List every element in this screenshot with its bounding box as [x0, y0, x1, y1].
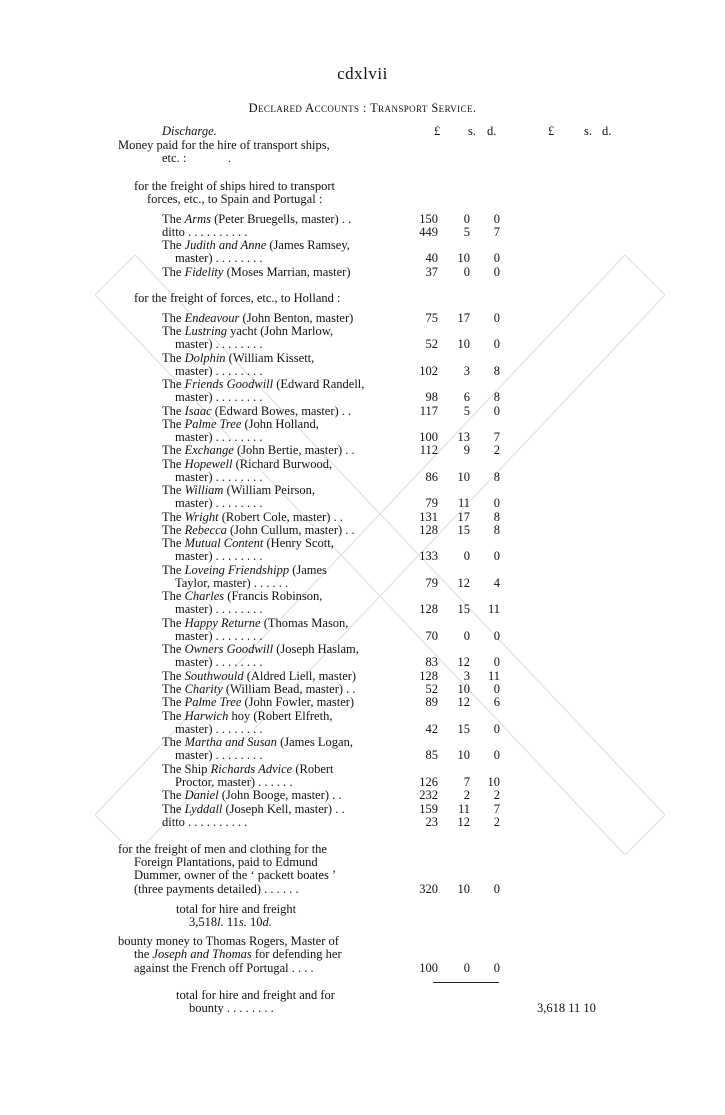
shillings-value: 13 — [457, 430, 470, 444]
pence-value: 0 — [493, 882, 500, 896]
amount-row — [410, 524, 500, 537]
entry-text: (Robert Cole, master) . . — [218, 510, 343, 524]
shillings-value: 0 — [463, 549, 470, 563]
ship-name: Happy Returne — [184, 616, 261, 630]
pounds-value: 232 — [419, 788, 438, 802]
amount-row — [410, 550, 500, 563]
shillings-value: 0 — [463, 961, 470, 975]
amount-row — [410, 962, 500, 975]
entry-text: The — [162, 510, 185, 524]
pounds-value: 126 — [419, 775, 438, 789]
entry-text: The — [162, 589, 185, 603]
entry-text-line — [175, 338, 262, 351]
ship-name: l. — [217, 915, 224, 929]
shillings-column-header: s. — [468, 124, 476, 138]
entry-text-line — [162, 816, 247, 829]
pounds-value: 70 — [425, 629, 438, 643]
pounds-value: 75 — [425, 311, 438, 325]
page-heading: Declared Accounts : Transport Service. — [248, 101, 477, 115]
pence-value: 11 — [487, 602, 500, 616]
pence-value: 8 — [493, 390, 500, 404]
pounds-value: 320 — [419, 882, 438, 896]
amount-row — [410, 656, 500, 669]
entry-text: (John Holland, — [241, 417, 319, 431]
pounds-value: 98 — [425, 390, 438, 404]
entry-text: The Ship — [162, 762, 211, 776]
shillings-value: 9 — [463, 443, 470, 457]
entry-text: hoy (Robert Elfreth, — [228, 709, 333, 723]
ship-name: Joseph and Thomas — [152, 947, 252, 961]
entry-text: (Joseph Kell, master) . . — [222, 802, 345, 816]
shillings-value: 15 — [457, 722, 470, 736]
entry-text: (Richard Burwood, — [232, 457, 333, 471]
amount-row — [410, 391, 500, 404]
entry-text-line — [175, 391, 262, 404]
amount-row — [410, 471, 500, 484]
entry-text: for defending her — [251, 947, 342, 961]
ship-name: Fidelity — [184, 265, 224, 279]
entry-text: (Peter Bruegells, master) . . — [210, 212, 352, 226]
amount-row — [410, 312, 500, 325]
pence-value: 2 — [493, 815, 500, 829]
entry-text: The — [162, 265, 185, 279]
entry-text-line — [175, 749, 262, 762]
shillings-value: 6 — [463, 390, 470, 404]
entry-text: master) . . . . . . . . — [175, 364, 263, 378]
ship-name: Hopewell — [184, 457, 233, 471]
ship-name: Charity — [184, 682, 223, 696]
pounds-value: 159 — [419, 802, 438, 816]
entry-text: The — [162, 212, 185, 226]
ship-name: Judith and Anne — [184, 238, 267, 252]
entry-text-line — [162, 696, 354, 709]
pounds-value: 37 — [425, 265, 438, 279]
amount-row — [410, 577, 500, 590]
ship-name: Harwich — [184, 709, 229, 723]
entry-text: The — [162, 238, 185, 252]
amount-row — [410, 338, 500, 351]
entry-text: the — [134, 947, 153, 961]
ship-name: s. — [238, 915, 247, 929]
ship-name: Richards Advice — [210, 762, 293, 776]
pounds-value: 52 — [425, 337, 438, 351]
entry-text: forces, etc., to Spain and Portugal : — [147, 192, 323, 206]
shillings-value: 0 — [463, 265, 470, 279]
amount-row — [410, 789, 500, 802]
entry-text: The — [162, 324, 185, 338]
pounds-value: 42 — [425, 722, 438, 736]
entry-text-line — [118, 139, 330, 152]
ship-name: Wright — [184, 510, 219, 524]
entry-text: The — [162, 457, 185, 471]
shillings-value: 12 — [457, 815, 470, 829]
pence-value: 8 — [493, 470, 500, 484]
shillings-value: 10 — [457, 882, 470, 896]
amount-row — [410, 252, 500, 265]
pence-value: 4 — [493, 576, 500, 590]
entry-text-line — [189, 916, 272, 929]
pence-value: 6 — [493, 695, 500, 709]
entry-text: (William Kissett, — [225, 351, 315, 365]
entry-text: master) . . . . . . . . — [175, 251, 263, 265]
entry-text: The — [162, 404, 185, 418]
amount-row — [410, 883, 500, 896]
pence-value: 8 — [493, 510, 500, 524]
entry-text: The — [162, 443, 185, 457]
ship-name: d. — [262, 915, 272, 929]
entry-text: master) . . . . . . . . — [175, 549, 263, 563]
entry-text: (Francis Robinson, — [224, 589, 323, 603]
entry-text: (Thomas Mason, — [260, 616, 349, 630]
pence-column-header: d. — [487, 124, 497, 138]
shillings-value: 15 — [457, 523, 470, 537]
shillings-value: 3 — [463, 364, 470, 378]
pence-value: 0 — [493, 655, 500, 669]
pence-value: 0 — [493, 212, 500, 226]
ship-name: Palme Tree — [184, 695, 242, 709]
ship-name: Mutual Content — [184, 536, 264, 550]
entry-text: (Henry Scott, — [263, 536, 334, 550]
ship-name: Dolphin — [184, 351, 226, 365]
pounds-value: 40 — [425, 251, 438, 265]
stray-mark: · — [228, 157, 232, 168]
amount-row — [410, 683, 500, 696]
ship-name: Southwould — [184, 669, 244, 683]
ship-name: Martha and Susan — [184, 735, 277, 749]
pence-value: 7 — [493, 430, 500, 444]
amount-row — [410, 226, 500, 239]
pound-column-header: £ — [434, 124, 441, 138]
entry-text: (John Fowler, master) — [241, 695, 355, 709]
pounds-value: 131 — [419, 510, 438, 524]
entry-text: (three payments detailed) . . . . . . — [134, 882, 299, 896]
shillings-value: 10 — [457, 682, 470, 696]
ship-name: Owners Goodwill — [184, 642, 274, 656]
pounds-value: 79 — [425, 576, 438, 590]
amount-row — [410, 405, 500, 418]
entry-text-line — [175, 656, 262, 669]
pounds-value: 128 — [419, 669, 438, 683]
amount-row — [410, 723, 500, 736]
entry-text: master) . . . . . . . . — [175, 722, 263, 736]
pence-value: 0 — [493, 682, 500, 696]
pence-value: 0 — [493, 748, 500, 762]
ship-name: Daniel — [184, 788, 219, 802]
entry-text: The — [162, 417, 185, 431]
amount-row — [410, 630, 500, 643]
entry-text: master) . . . . . . . . — [175, 430, 263, 444]
entry-text: (William Bead, master) . . — [222, 682, 356, 696]
entry-text: Dummer, owner of the ‘ packett boates ’ — [134, 868, 337, 882]
entry-text-line — [175, 252, 262, 265]
pence-value: 0 — [493, 265, 500, 279]
pounds-value: 112 — [419, 443, 438, 457]
entry-text: (John Bertie, master) . . — [233, 443, 355, 457]
shillings-value: 11 — [457, 802, 470, 816]
entry-text: The — [162, 377, 185, 391]
pence-value: 8 — [493, 523, 500, 537]
entry-text-line — [162, 266, 350, 279]
entry-text: Taylor, master) . . . . . . — [175, 576, 289, 590]
entry-text: for the freight of forces, etc., to Holland : — [134, 291, 341, 305]
pounds-value: 52 — [425, 682, 438, 696]
entry-text: The — [162, 709, 185, 723]
pence-value: 0 — [493, 549, 500, 563]
entry-text: The — [162, 802, 185, 816]
entry-text: 3,518 — [189, 915, 218, 929]
shillings-value: 7 — [463, 775, 470, 789]
shillings-value: 10 — [457, 470, 470, 484]
shillings-value: 10 — [457, 337, 470, 351]
pounds-value: 86 — [425, 470, 438, 484]
ship-name: Palme Tree — [184, 417, 242, 431]
entry-text-line — [175, 550, 262, 563]
amount-row — [410, 444, 500, 457]
entry-text: The — [162, 682, 185, 696]
pounds-value: 23 — [425, 815, 438, 829]
page-number: cdxlvii — [337, 64, 388, 83]
ship-name: Rebecca — [184, 523, 227, 537]
pence-value: 0 — [493, 251, 500, 265]
ship-name: Charles — [184, 589, 225, 603]
pence-value: 8 — [493, 364, 500, 378]
amount-row — [410, 696, 500, 709]
entry-text: master) . . . . . . . . — [175, 748, 263, 762]
pounds-value: 102 — [419, 364, 438, 378]
shillings-value: 5 — [463, 404, 470, 418]
amount-row — [410, 803, 500, 816]
total-shillings-column-header: s. — [584, 124, 592, 138]
discharge-heading: Discharge. — [162, 124, 217, 138]
entry-text: total for hire and freight and for — [176, 988, 335, 1002]
entry-text: (Moses Marrian, master) — [223, 265, 351, 279]
entry-text-line — [134, 869, 336, 882]
pence-value: 7 — [493, 225, 500, 239]
shillings-value: 17 — [457, 510, 470, 524]
pounds-value: 150 — [419, 212, 438, 226]
pence-value: 0 — [493, 311, 500, 325]
entry-text: (Edward Bowes, master) . . — [211, 404, 352, 418]
ship-name: Lustring — [184, 324, 227, 338]
pence-value: 7 — [493, 802, 500, 816]
entry-text: for the freight of men and clothing for the — [118, 842, 327, 856]
pence-value: 0 — [493, 961, 500, 975]
entry-text: master) . . . . . . . . — [175, 337, 263, 351]
entry-text: (John Booge, master) . . — [218, 788, 342, 802]
entry-text: master) . . . . . . . . — [175, 602, 263, 616]
pounds-value: 100 — [419, 430, 438, 444]
entry-text-line — [134, 962, 314, 975]
entry-text: (William Peirson, — [223, 483, 315, 497]
entry-text: bounty money to Thomas Rogers, Master of — [118, 934, 339, 948]
amount-row — [410, 497, 500, 510]
ship-name: Friends Goodwill — [184, 377, 274, 391]
entry-text: Proctor, master) . . . . . . — [175, 775, 293, 789]
entry-text: 10 — [246, 915, 263, 929]
entry-text: (James Logan, — [276, 735, 353, 749]
entry-text-line — [162, 789, 342, 802]
entry-text: The — [162, 523, 185, 537]
entry-text: yacht (John Marlow, — [226, 324, 334, 338]
pence-value: 0 — [493, 337, 500, 351]
amount-row — [410, 816, 500, 829]
entry-text: The — [162, 695, 185, 709]
shillings-value: 0 — [463, 212, 470, 226]
amount-row — [410, 266, 500, 279]
pounds-value: 117 — [419, 404, 438, 418]
entry-text: (Aldred Liell, master) — [243, 669, 357, 683]
entry-text: (James Ramsey, — [266, 238, 350, 252]
pounds-value: 449 — [419, 225, 438, 239]
shillings-value: 0 — [463, 629, 470, 643]
pounds-value: 133 — [419, 549, 438, 563]
shillings-value: 12 — [457, 655, 470, 669]
entry-text: (Joseph Haslam, — [273, 642, 359, 656]
entry-text: The — [162, 311, 185, 325]
shillings-value: 15 — [457, 602, 470, 616]
entry-text: master) . . . . . . . . — [175, 496, 263, 510]
pence-value: 2 — [493, 788, 500, 802]
entry-text-line — [147, 193, 322, 206]
entry-text: master) . . . . . . . . — [175, 470, 263, 484]
total-pence-column-header: d. — [602, 124, 612, 138]
shillings-value: 12 — [457, 576, 470, 590]
entry-text: (John Benton, master) — [239, 311, 354, 325]
pence-value: 0 — [493, 722, 500, 736]
pounds-value: 79 — [425, 496, 438, 510]
shillings-value: 2 — [463, 788, 470, 802]
entry-text: against the French off Portugal . . . . — [134, 961, 314, 975]
entry-text: etc. : — [162, 151, 187, 165]
ship-name: Loveing Friendshipp — [184, 563, 290, 577]
entry-text: (James — [289, 563, 327, 577]
entry-text: The — [162, 351, 185, 365]
entry-text-line — [175, 497, 262, 510]
entry-text: The — [162, 483, 185, 497]
ship-name: Exchange — [184, 443, 234, 457]
entry-text: The — [162, 536, 185, 550]
entry-text: 11 — [223, 915, 239, 929]
entry-text: Money paid for the hire of transport ships, — [118, 138, 330, 152]
ship-name: Endeavour — [184, 311, 240, 325]
pence-value: 2 — [493, 443, 500, 457]
pounds-value: 100 — [419, 961, 438, 975]
pounds-value: 128 — [419, 602, 438, 616]
entry-text-line — [134, 883, 299, 896]
entry-text-line — [175, 603, 262, 616]
shillings-value: 11 — [457, 496, 470, 510]
pence-value: 10 — [487, 775, 500, 789]
amount-row — [410, 749, 500, 762]
entry-text-line — [162, 444, 355, 457]
pounds-value: 89 — [425, 695, 438, 709]
ship-name: William — [184, 483, 224, 497]
pence-value: 0 — [493, 629, 500, 643]
entry-text-line — [189, 1002, 274, 1015]
entry-text: (Edward Randell, — [273, 377, 365, 391]
grand-total-value: 3,618 11 10 — [537, 1001, 596, 1015]
pence-value: 11 — [487, 669, 500, 683]
ship-name: Lyddall — [184, 802, 223, 816]
pence-value: 0 — [493, 404, 500, 418]
shillings-value: 3 — [463, 669, 470, 683]
entry-text: (Robert — [292, 762, 334, 776]
pence-value: 0 — [493, 496, 500, 510]
entry-text: The — [162, 563, 185, 577]
entry-text: The — [162, 735, 185, 749]
total-pound-column-header: £ — [548, 124, 555, 138]
entry-text-line — [134, 292, 341, 305]
entry-text: master) . . . . . . . . — [175, 629, 263, 643]
pounds-value: 128 — [419, 523, 438, 537]
amount-row — [410, 603, 500, 616]
entry-text: master) . . . . . . . . — [175, 390, 263, 404]
shillings-value: 12 — [457, 695, 470, 709]
entry-text: The — [162, 788, 185, 802]
shillings-value: 10 — [457, 748, 470, 762]
amount-row — [410, 670, 500, 683]
entry-text: (John Cullum, master) . . — [226, 523, 355, 537]
entry-text-line — [134, 948, 342, 961]
entry-text: master) . . . . . . . . — [175, 655, 263, 669]
ship-name: Isaac — [184, 404, 212, 418]
pounds-value: 83 — [425, 655, 438, 669]
shillings-value: 10 — [457, 251, 470, 265]
sum-rule — [433, 982, 499, 983]
entry-text: The — [162, 616, 185, 630]
entry-text: ditto . . . . . . . . . . — [162, 815, 248, 829]
ship-name: Arms — [184, 212, 211, 226]
shillings-value: 5 — [463, 225, 470, 239]
pounds-value: 85 — [425, 748, 438, 762]
entry-text: ditto . . . . . . . . . . — [162, 225, 248, 239]
amount-row — [410, 365, 500, 378]
entry-text: total for hire and freight — [176, 902, 297, 916]
entry-text: Foreign Plantations, paid to Edmund — [134, 855, 318, 869]
entry-text: for the freight of ships hired to transport — [134, 179, 335, 193]
shillings-value: 17 — [457, 311, 470, 325]
entry-text: The — [162, 642, 185, 656]
entry-text: bounty . . . . . . . . — [189, 1001, 274, 1015]
entry-text-line — [162, 152, 186, 165]
entry-text: The — [162, 669, 185, 683]
